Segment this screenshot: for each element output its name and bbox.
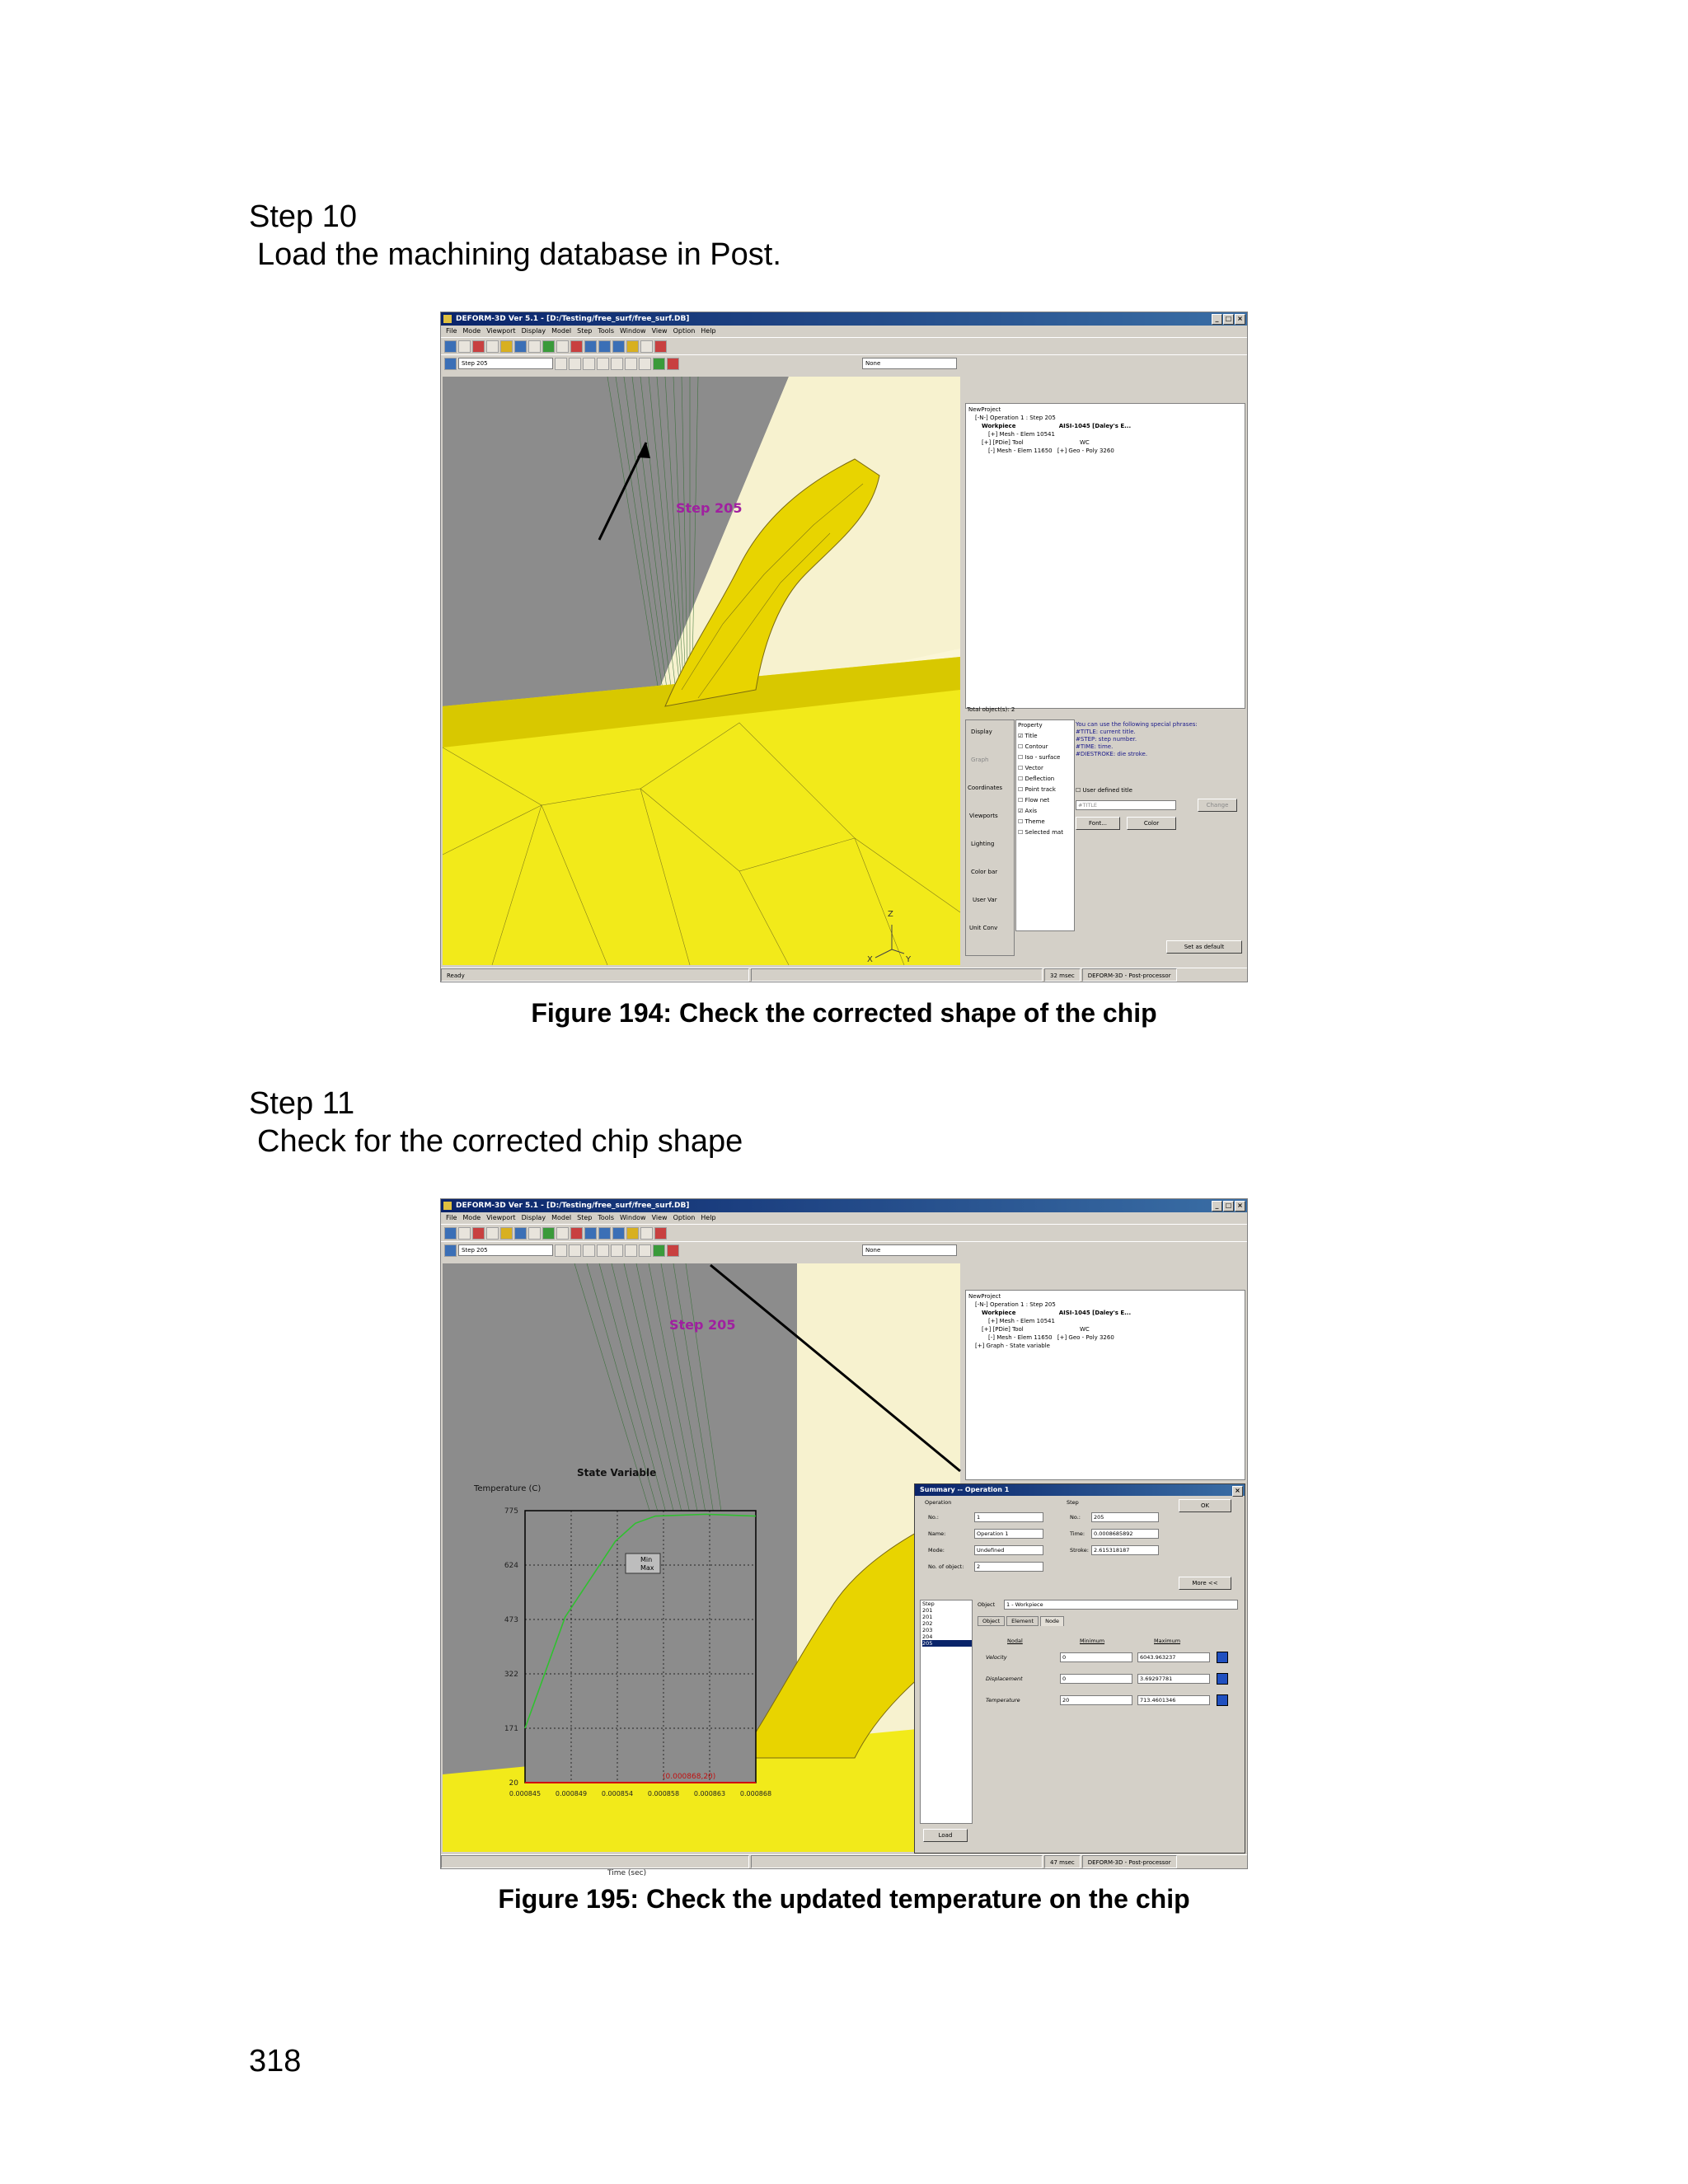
main-toolbar <box>441 337 1247 354</box>
temperature-locate-icon[interactable] <box>1217 1694 1228 1706</box>
menu-window[interactable]: Window <box>620 327 646 335</box>
status-bar <box>441 968 1247 982</box>
object-select[interactable]: 1 - Workpiece <box>1004 1600 1238 1610</box>
y-tick-label: 171 <box>504 1725 518 1733</box>
step-list-item[interactable]: 202 <box>922 1620 933 1627</box>
step-no-field[interactable]: 205 <box>1091 1512 1159 1522</box>
step-no-label: No.: <box>1070 1514 1081 1521</box>
maximize-button[interactable]: □ <box>1223 1201 1234 1212</box>
graph-annotation: (0.000868,20) <box>663 1773 716 1781</box>
displacement-locate-icon[interactable] <box>1217 1673 1228 1685</box>
prev-step-icon[interactable] <box>569 1244 581 1257</box>
print-icon[interactable] <box>472 340 485 353</box>
mesh-icon[interactable] <box>626 1227 639 1240</box>
x-tick-label: 0.000854 <box>601 1790 634 1797</box>
temperature-label: Temperature <box>986 1697 1020 1704</box>
step-list[interactable] <box>920 1600 973 1824</box>
nodal-header: Nodal <box>1007 1638 1023 1644</box>
first-step-icon[interactable] <box>555 1244 567 1257</box>
tree-material[interactable]: AISI-1045 [Daley's E... <box>1058 1310 1132 1316</box>
save-icon[interactable] <box>458 1227 471 1240</box>
step-10-title: Step 10 <box>249 199 357 234</box>
next-step-icon[interactable] <box>625 1244 637 1257</box>
view-y-icon[interactable] <box>598 340 611 353</box>
step-toolbar <box>441 354 1247 372</box>
menu-step[interactable]: Step <box>577 1214 593 1221</box>
tree-material[interactable]: AISI-1045 [Daley's E... <box>1058 423 1132 429</box>
menu-help[interactable]: Help <box>701 1214 716 1221</box>
velocity-locate-icon[interactable] <box>1217 1652 1228 1663</box>
time-field[interactable]: 0.0008685892 <box>1091 1529 1159 1539</box>
tree-operation[interactable]: [-N-] Operation 1 : Step 205 <box>975 415 1056 421</box>
y-tick-label: 473 <box>504 1616 518 1624</box>
displacement-label: Displacement <box>986 1675 1023 1682</box>
menu-model[interactable]: Model <box>551 1214 572 1221</box>
axis-z-label: Z <box>888 910 893 919</box>
menu-mode[interactable]: Mode <box>462 1214 481 1221</box>
side-tab-coordinates[interactable]: Coordinates <box>968 785 1003 791</box>
fit-icon[interactable] <box>570 1227 583 1240</box>
side-tab-bar <box>965 719 1015 956</box>
help-text: You can use the following special phrases: #TITLE: current title. #STEP: step number. #TIME: time. #DIESTROKE: die stroke. <box>1076 721 1198 757</box>
x-tick-label: 0.000845 <box>509 1790 542 1797</box>
y-tick-label: 775 <box>504 1507 518 1516</box>
status-mode: DEFORM-3D - Post-processor <box>1082 1855 1177 1868</box>
first-step-icon[interactable] <box>555 358 567 370</box>
menu-option[interactable]: Option <box>673 327 696 335</box>
object-tabs <box>978 1616 1064 1626</box>
x-tick-label: 0.000863 <box>693 1790 726 1797</box>
menu-tools[interactable]: Tools <box>598 327 615 335</box>
tab-node[interactable]: Node <box>1040 1616 1064 1626</box>
operation-no-label: No.: <box>928 1514 939 1521</box>
view-z-icon[interactable] <box>612 340 625 353</box>
model-viewport[interactable] <box>443 1263 960 1877</box>
maximize-button[interactable]: □ <box>1223 314 1234 325</box>
prev-step-icon[interactable] <box>569 358 581 370</box>
step-group-label: Step <box>1067 1499 1079 1506</box>
help-icon[interactable] <box>654 1227 667 1240</box>
legend-min: Min <box>640 1556 653 1563</box>
window-titlebar <box>441 312 1247 326</box>
menu-file[interactable]: File <box>446 1214 457 1221</box>
camera-icon[interactable] <box>500 340 513 353</box>
property-selected-mat[interactable]: ☐ Selected mat <box>1018 829 1063 836</box>
play-back-icon[interactable] <box>583 358 595 370</box>
rotate-icon[interactable] <box>542 1227 555 1240</box>
side-tab-display[interactable]: Display <box>971 729 992 735</box>
property-point-track[interactable]: ☐ Point track <box>1018 786 1056 793</box>
step-icon <box>444 1244 457 1257</box>
tree-project[interactable]: NewProject <box>968 1293 1001 1300</box>
figure-194-screenshot <box>440 312 1248 982</box>
tree-operation[interactable]: [-N-] Operation 1 : Step 205 <box>975 1301 1056 1308</box>
chip-model-render <box>443 1263 960 1877</box>
step-combo[interactable]: Step 205 <box>458 1244 553 1256</box>
property-flow-net[interactable]: ☐ Flow net <box>1018 797 1050 804</box>
save-icon[interactable] <box>458 340 471 353</box>
change-button[interactable]: Change <box>1198 799 1237 812</box>
object-tree <box>965 1290 1245 1480</box>
side-tab-user-var[interactable]: User Var <box>973 897 997 903</box>
tree-tool[interactable]: [+] [PDie] Tool <box>982 1326 1024 1333</box>
menu-view[interactable]: View <box>651 1214 668 1221</box>
step-list-item-selected[interactable]: 205 <box>922 1640 972 1647</box>
menu-bar <box>441 1212 1247 1224</box>
step-list-item[interactable]: 201 <box>922 1607 933 1614</box>
mesh-icon[interactable] <box>626 340 639 353</box>
side-tab-lighting[interactable]: Lighting <box>971 841 995 847</box>
refresh-icon[interactable] <box>514 1227 527 1240</box>
status-empty <box>751 968 1043 982</box>
minimize-button[interactable]: _ <box>1212 314 1222 325</box>
window-titlebar <box>441 1199 1247 1212</box>
axis-x-label: X <box>867 955 873 964</box>
property-theme[interactable]: ☐ Theme <box>1018 818 1045 825</box>
shade-icon[interactable] <box>640 340 653 353</box>
step-list-item[interactable]: 201 <box>922 1614 933 1620</box>
side-tab-viewports[interactable]: Viewports <box>969 813 998 819</box>
tree-project[interactable]: NewProject <box>968 406 1001 413</box>
tree-tool-material[interactable]: WC <box>1079 439 1090 446</box>
status-time: 32 msec <box>1044 968 1081 982</box>
figure-194-caption: Figure 194: Check the corrected shape of the chip <box>531 998 1157 1028</box>
tree-tool[interactable]: [+] [PDie] Tool <box>982 439 1024 446</box>
maximum-header: Maximum <box>1154 1638 1181 1644</box>
view-y-icon[interactable] <box>598 1227 611 1240</box>
y-tick-label: 624 <box>504 1562 518 1570</box>
operation-name-label: Name: <box>928 1530 946 1537</box>
tab-object[interactable]: Object <box>978 1616 1005 1626</box>
print-icon[interactable] <box>472 1227 485 1240</box>
axis-y-label: Y <box>906 955 912 964</box>
menu-view[interactable]: View <box>651 327 668 335</box>
main-toolbar <box>441 1224 1247 1241</box>
minimum-header: Minimum <box>1080 1638 1105 1644</box>
object-label: Object <box>978 1601 996 1608</box>
axis-icon[interactable] <box>653 358 665 370</box>
tree-mesh-tool[interactable]: [-] Mesh - Elem 11650 <box>988 448 1053 454</box>
property-iso-surface[interactable]: ☐ Iso - surface <box>1018 754 1061 761</box>
close-button[interactable]: × <box>1235 314 1245 325</box>
zoom-icon[interactable] <box>528 1227 541 1240</box>
next-step-icon[interactable] <box>625 358 637 370</box>
menu-display[interactable]: Display <box>521 327 546 335</box>
tree-mesh-tool[interactable]: [-] Mesh - Elem 11650 <box>988 1334 1053 1341</box>
model-viewport[interactable] <box>443 377 960 965</box>
stroke-field[interactable]: 2.615318187 <box>1091 1545 1159 1555</box>
menu-viewport[interactable]: Viewport <box>486 1214 516 1221</box>
displacement-max-field[interactable]: 3.69297781 <box>1137 1674 1210 1684</box>
page-number: 318 <box>249 2044 302 2079</box>
operation-name-field[interactable]: Operation 1 <box>974 1529 1043 1539</box>
step-11-title: Step 11 <box>249 1086 355 1121</box>
copy-icon[interactable] <box>486 340 499 353</box>
window-title: DEFORM-3D Ver 5.1 - [D:/Testing/free_surf/free_surf.DB] <box>456 1202 690 1210</box>
object-tree <box>965 403 1245 709</box>
tree-workpiece[interactable]: Workpiece <box>982 423 1016 429</box>
property-vector[interactable]: ☐ Vector <box>1018 765 1043 771</box>
summary-title: Summary -- Operation 1 <box>920 1486 1010 1493</box>
app-icon <box>443 315 452 323</box>
property-header: Property <box>1018 722 1043 729</box>
close-button[interactable]: × <box>1235 1201 1245 1212</box>
status-empty <box>751 1855 1043 1868</box>
view-z-icon[interactable] <box>612 1227 625 1240</box>
step-list-item[interactable]: 204 <box>922 1633 933 1640</box>
menu-mode[interactable]: Mode <box>462 327 481 335</box>
side-tab-unit-conv[interactable]: Unit Conv <box>969 925 998 931</box>
x-tick-label: 0.000849 <box>555 1790 588 1797</box>
tree-mesh-workpiece[interactable]: [+] Mesh - Elem 10541 <box>988 1318 1055 1324</box>
objects-count-label: No. of object: <box>928 1563 964 1570</box>
set-default-button[interactable]: Set as default <box>1166 940 1242 954</box>
ok-button[interactable]: OK <box>1179 1499 1231 1512</box>
step-toolbar <box>441 1241 1247 1258</box>
camera-icon[interactable] <box>500 1227 513 1240</box>
menu-file[interactable]: File <box>446 327 457 335</box>
step-list-header: Step <box>922 1601 935 1607</box>
variable-combo[interactable]: None <box>862 358 957 369</box>
summary-titlebar <box>915 1484 1245 1496</box>
axis-icon[interactable] <box>653 1244 665 1257</box>
pan-icon[interactable] <box>556 1227 569 1240</box>
step-list-item[interactable]: 203 <box>922 1627 933 1633</box>
operation-mode-field[interactable]: Undefined <box>974 1545 1043 1555</box>
status-mode: DEFORM-3D - Post-processor <box>1082 968 1177 982</box>
status-ready: Ready <box>441 968 749 982</box>
step-combo[interactable]: Step 205 <box>458 358 553 369</box>
viewport-step-label: Step 205 <box>669 1317 736 1333</box>
point-track-icon[interactable] <box>667 358 679 370</box>
tree-workpiece[interactable]: Workpiece <box>982 1310 1016 1316</box>
objects-count-field[interactable]: 2 <box>974 1562 1043 1572</box>
x-tick-label: 0.000868 <box>739 1790 772 1797</box>
legend-max: Max <box>640 1564 654 1572</box>
title-field[interactable]: #TITLE <box>1076 800 1176 810</box>
menu-display[interactable]: Display <box>521 1214 546 1221</box>
property-title[interactable]: ☑ Title <box>1018 733 1038 739</box>
tree-tool-material[interactable]: WC <box>1079 1326 1090 1333</box>
last-step-icon[interactable] <box>639 1244 651 1257</box>
property-contour[interactable]: ☐ Contour <box>1018 743 1048 750</box>
total-objects: Total object(s): 2 <box>967 706 1015 713</box>
velocity-label: Velocity <box>986 1654 1007 1661</box>
menu-tools[interactable]: Tools <box>598 1214 615 1221</box>
graph-plot-area <box>525 1511 756 1783</box>
viewport-step-label: Step 205 <box>676 500 743 516</box>
status-bar <box>441 1854 1247 1868</box>
side-tab-color-bar[interactable]: Color bar <box>971 869 998 875</box>
view-x-icon[interactable] <box>584 340 597 353</box>
temperature-max-field[interactable]: 713.4601346 <box>1137 1695 1210 1705</box>
displacement-min-field[interactable]: 0 <box>1060 1674 1132 1684</box>
graph-title: State Variable <box>577 1467 657 1479</box>
graph-xlabel: Time (sec) <box>607 1869 647 1877</box>
copy-icon[interactable] <box>486 1227 499 1240</box>
zoom-icon[interactable] <box>528 340 541 353</box>
time-label: Time: <box>1070 1530 1085 1537</box>
operation-no-field[interactable]: 1 <box>974 1512 1043 1522</box>
figure-195-screenshot <box>440 1198 1248 1877</box>
app-icon <box>443 1202 452 1210</box>
menu-model[interactable]: Model <box>551 327 572 335</box>
stroke-label: Stroke: <box>1070 1547 1089 1554</box>
pan-icon[interactable] <box>556 340 569 353</box>
user-defined-title-checkbox[interactable]: ☐ User defined title <box>1076 787 1132 794</box>
menu-bar <box>441 326 1247 337</box>
tree-graph[interactable]: [+] Graph - State variable <box>975 1343 1050 1349</box>
step-10-description: Load the machining database in Post. <box>257 237 781 272</box>
y-tick-label: 20 <box>509 1779 518 1788</box>
property-list <box>1015 719 1075 931</box>
step-11-description: Check for the corrected chip shape <box>257 1124 743 1159</box>
property-deflection[interactable]: ☐ Deflection <box>1018 776 1055 782</box>
tab-element[interactable]: Element <box>1006 1616 1039 1626</box>
menu-step[interactable]: Step <box>577 327 593 335</box>
point-track-icon[interactable] <box>667 1244 679 1257</box>
operation-group-label: Operation <box>925 1499 952 1506</box>
view-x-icon[interactable] <box>584 1227 597 1240</box>
load-button[interactable]: Load <box>923 1829 968 1842</box>
color-button[interactable]: Color <box>1127 817 1176 830</box>
play-back-icon[interactable] <box>583 1244 595 1257</box>
minimize-button[interactable]: _ <box>1212 1201 1222 1212</box>
shade-icon[interactable] <box>640 1227 653 1240</box>
velocity-min-field[interactable]: 0 <box>1060 1652 1132 1662</box>
help-icon[interactable] <box>654 340 667 353</box>
operation-mode-label: Mode: <box>928 1547 945 1554</box>
font-button[interactable]: Font... <box>1076 817 1120 830</box>
temperature-min-field[interactable]: 20 <box>1060 1695 1132 1705</box>
open-icon[interactable] <box>444 340 457 353</box>
tree-mesh-workpiece[interactable]: [+] Mesh - Elem 10541 <box>988 431 1055 438</box>
status-time: 47 msec <box>1044 1855 1081 1868</box>
summary-close-button[interactable]: × <box>1232 1486 1243 1497</box>
status-empty-left <box>441 1855 749 1868</box>
velocity-max-field[interactable]: 6043.963237 <box>1137 1652 1210 1662</box>
step-icon <box>444 358 457 370</box>
more-button[interactable]: More << <box>1179 1577 1231 1590</box>
menu-option[interactable]: Option <box>673 1214 696 1221</box>
refresh-icon[interactable] <box>514 340 527 353</box>
menu-viewport[interactable]: Viewport <box>486 327 516 335</box>
property-axis[interactable]: ☑ Axis <box>1018 808 1038 814</box>
play-icon[interactable] <box>611 358 623 370</box>
menu-window[interactable]: Window <box>620 1214 646 1221</box>
tree-geo-tool[interactable]: [+] Geo - Poly 3260 <box>1057 1334 1114 1341</box>
menu-help[interactable]: Help <box>701 327 716 335</box>
figure-195-caption: Figure 195: Check the updated temperature on the chip <box>498 1884 1190 1914</box>
summary-dialog <box>914 1483 1245 1854</box>
window-title: DEFORM-3D Ver 5.1 - [D:/Testing/free_surf/free_surf.DB] <box>456 315 690 323</box>
rotate-icon[interactable] <box>542 340 555 353</box>
side-tab-graph[interactable]: Graph <box>971 757 989 763</box>
y-tick-label: 322 <box>504 1671 518 1679</box>
open-icon[interactable] <box>444 1227 457 1240</box>
stop-icon[interactable] <box>597 358 609 370</box>
play-icon[interactable] <box>611 1244 623 1257</box>
fit-icon[interactable] <box>570 340 583 353</box>
chip-model-render <box>443 377 960 965</box>
last-step-icon[interactable] <box>639 358 651 370</box>
x-tick-label: 0.000858 <box>647 1790 680 1797</box>
tree-geo-tool[interactable]: [+] Geo - Poly 3260 <box>1057 448 1114 454</box>
stop-icon[interactable] <box>597 1244 609 1257</box>
variable-combo[interactable]: None <box>862 1244 957 1256</box>
graph-ylabel: Temperature (C) <box>474 1484 542 1493</box>
